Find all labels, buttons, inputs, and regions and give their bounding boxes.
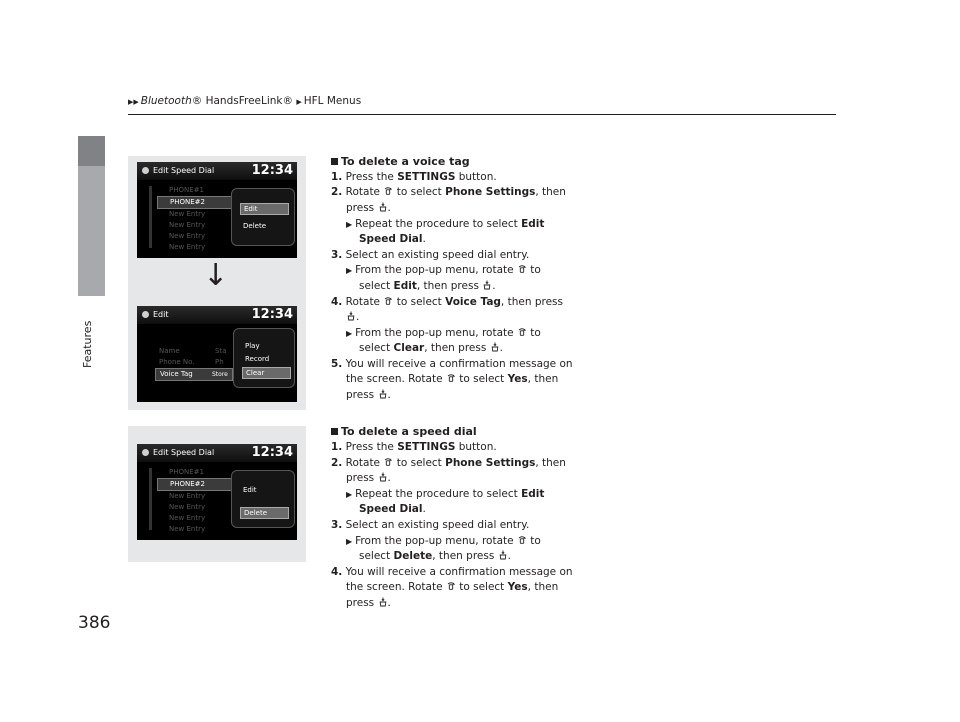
popup-menu — [231, 470, 295, 528]
step-1: 1. Press the SETTINGS button. — [331, 441, 497, 453]
list-item[interactable]: PHONE#1 — [169, 468, 204, 476]
page-number: 386 — [78, 613, 111, 633]
sub-arrow-icon: ▶ — [346, 220, 353, 229]
breadcrumb-hfl: ® HandsFreeLink® — [191, 95, 294, 107]
press-dial-icon — [498, 550, 508, 560]
press-dial-icon — [378, 597, 388, 607]
chapter-tab-marker — [78, 136, 105, 166]
step-4: 4. Rotate to select Voice Tag, then press — [331, 296, 563, 308]
screen-edit — [137, 306, 297, 402]
interface-dial-icon — [383, 186, 393, 196]
step-3-sub: ▶ From the pop-up menu, rotate to — [346, 264, 541, 276]
menu-dot-icon — [142, 449, 149, 456]
popup-clear-option[interactable]: Clear — [242, 367, 291, 379]
breadcrumb-hfl-menus: HFL Menus — [303, 95, 362, 107]
clock: 12:34 — [251, 163, 293, 178]
menu-dot-icon — [142, 167, 149, 174]
row-value: Sta — [215, 347, 227, 355]
step-5-cont2: press . — [346, 389, 391, 401]
popup-menu — [231, 188, 295, 246]
square-bullet-icon — [331, 158, 338, 165]
chapter-label-text: Features — [81, 320, 94, 368]
row-label: Phone No. — [159, 358, 195, 366]
sub-arrow-icon: ▶ — [346, 266, 353, 275]
list-item[interactable]: New Entry — [169, 232, 206, 240]
list-item[interactable]: New Entry — [169, 243, 206, 251]
step-2: 2. Rotate to select Phone Settings, then — [331, 186, 566, 198]
square-bullet-icon — [331, 428, 338, 435]
heading-text: To delete a voice tag — [341, 155, 470, 168]
popup-edit-option[interactable]: Edit — [243, 486, 257, 494]
section-heading — [331, 155, 470, 168]
settings-button-label: SETTINGS — [397, 441, 456, 453]
list-item-selected[interactable]: PHONE#2 — [157, 478, 237, 491]
step-2: 2. Rotate to select Phone Settings, then — [331, 457, 566, 469]
step-3-sub: ▶ From the pop-up menu, rotate to — [346, 535, 541, 547]
step-4-sub-cont: select Clear, then press . — [359, 342, 503, 354]
popup-edit-option[interactable]: Edit — [240, 203, 289, 215]
screen-title: Edit Speed Dial — [153, 448, 215, 457]
breadcrumb-arrow-icon: ▶ — [296, 98, 302, 106]
step-3: 3. Select an existing speed dial entry. — [331, 249, 530, 261]
step-5: 5. You will receive a confirmation message on — [331, 358, 573, 370]
interface-dial-icon — [446, 581, 456, 591]
step-4-cont2: press . — [346, 597, 391, 609]
edit-fields-list — [155, 346, 233, 381]
screen-title: Edit — [153, 310, 169, 319]
scrollbar — [149, 468, 152, 530]
speed-dial-list — [157, 467, 237, 535]
step-1: 1. Press the SETTINGS button. — [331, 171, 497, 183]
list-item[interactable]: New Entry — [169, 503, 206, 511]
breadcrumb — [128, 95, 361, 107]
chapter-label — [73, 300, 113, 390]
interface-dial-icon — [517, 535, 527, 545]
step-5-cont: the screen. Rotate to select Yes, then — [346, 373, 559, 385]
row-label: Name — [159, 347, 180, 355]
screenshot-panel-voice-tag — [128, 156, 306, 410]
clock: 12:34 — [251, 307, 293, 322]
popup-play-option[interactable]: Play — [245, 342, 260, 350]
list-item[interactable]: New Entry — [169, 210, 206, 218]
step-4-cont: . — [346, 311, 359, 323]
step-2-cont: press . — [346, 202, 391, 214]
interface-dial-icon — [517, 264, 527, 274]
step-2-sub: ▶ Repeat the procedure to select Edit — [346, 218, 545, 230]
header-rule — [128, 114, 836, 115]
speed-dial-list — [157, 185, 237, 253]
press-dial-icon — [482, 280, 492, 290]
step-3-sub-cont: select Delete, then press . — [359, 550, 511, 562]
section-heading — [331, 425, 477, 438]
step-3: 3. Select an existing speed dial entry. — [331, 519, 530, 531]
step-4-sub: ▶ From the pop-up menu, rotate to — [346, 327, 541, 339]
breadcrumb-arrow-icon: ▶▶ — [128, 98, 139, 106]
popup-menu — [233, 328, 295, 388]
edit-row-name[interactable] — [155, 346, 233, 357]
step-2-sub-cont: Speed Dial. — [359, 233, 426, 245]
clock: 12:34 — [251, 445, 293, 460]
sub-arrow-icon: ▶ — [346, 329, 353, 338]
row-label: Voice Tag — [160, 370, 193, 378]
popup-delete-option[interactable]: Delete — [240, 507, 289, 519]
list-item[interactable]: PHONE#1 — [169, 186, 204, 194]
popup-delete-option[interactable]: Delete — [243, 222, 266, 230]
list-item[interactable]: New Entry — [169, 492, 206, 500]
heading-text: To delete a speed dial — [341, 425, 477, 438]
step-2-sub: ▶ Repeat the procedure to select Edit — [346, 488, 545, 500]
step-2-sub-cont: Speed Dial. — [359, 503, 426, 515]
screenshot-panel-speed-dial — [128, 426, 306, 562]
list-item-selected[interactable]: PHONE#2 — [157, 196, 237, 209]
edit-row-phone[interactable] — [155, 357, 233, 368]
sub-arrow-icon: ▶ — [346, 537, 353, 546]
press-dial-icon — [378, 472, 388, 482]
down-arrow-icon: ↓ — [203, 258, 229, 293]
settings-button-label: SETTINGS — [397, 171, 456, 183]
menu-dot-icon — [142, 311, 149, 318]
interface-dial-icon — [446, 373, 456, 383]
row-value: Ph — [215, 358, 224, 366]
press-dial-icon — [346, 311, 356, 321]
step-4-cont: the screen. Rotate to select Yes, then — [346, 581, 559, 593]
scrollbar — [149, 186, 152, 248]
list-item[interactable]: New Entry — [169, 221, 206, 229]
row-value: Store — [212, 371, 228, 378]
press-dial-icon — [378, 389, 388, 399]
interface-dial-icon — [383, 296, 393, 306]
breadcrumb-bluetooth: Bluetooth — [140, 95, 192, 107]
step-4: 4. You will receive a confirmation message on — [331, 566, 573, 578]
screen-edit-speed-dial — [137, 444, 297, 540]
interface-dial-icon — [517, 327, 527, 337]
step-3-sub-cont: select Edit, then press . — [359, 280, 496, 292]
chapter-tab — [78, 136, 105, 296]
screen-title: Edit Speed Dial — [153, 166, 215, 175]
interface-dial-icon — [383, 457, 393, 467]
edit-row-voice-tag[interactable] — [155, 368, 233, 381]
popup-record-option[interactable]: Record — [245, 355, 270, 363]
press-dial-icon — [378, 202, 388, 212]
list-item[interactable]: New Entry — [169, 525, 206, 533]
list-item[interactable]: New Entry — [169, 514, 206, 522]
press-dial-icon — [490, 342, 500, 352]
step-2-cont: press . — [346, 472, 391, 484]
screen-edit-speed-dial — [137, 162, 297, 258]
sub-arrow-icon: ▶ — [346, 490, 353, 499]
